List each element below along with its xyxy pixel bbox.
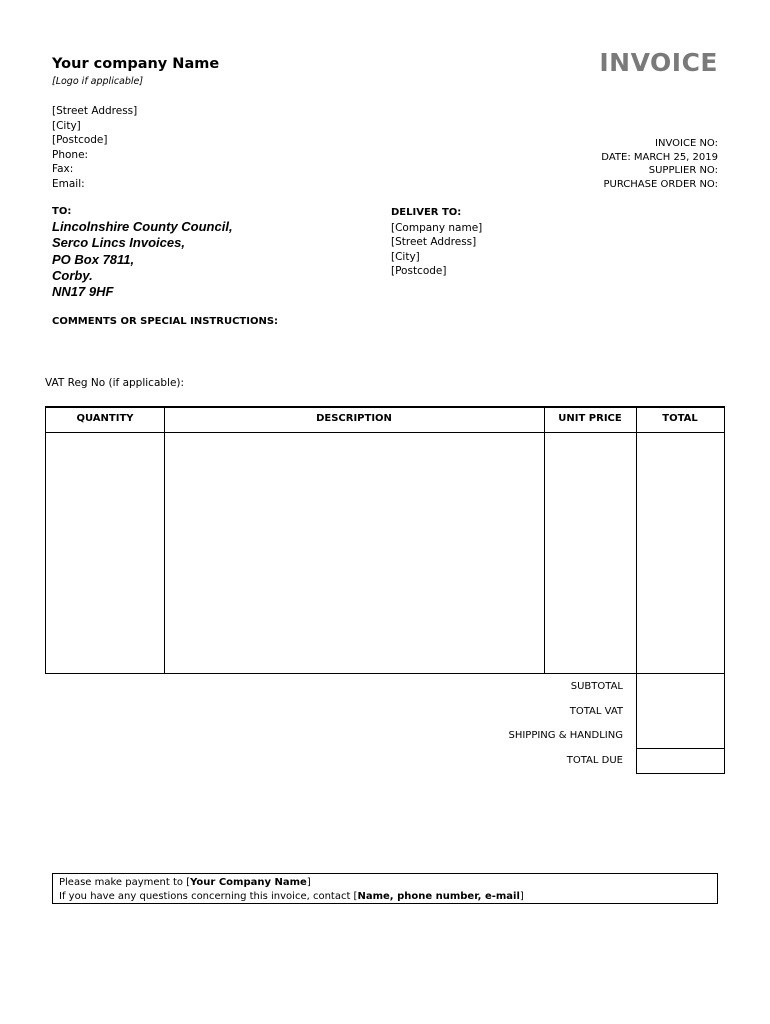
contact-line — [59, 890, 711, 904]
phone-label: Phone: — [52, 148, 89, 161]
purchase-order-number: PURCHASE ORDER NO: — [603, 178, 718, 190]
postcode: [Postcode] — [52, 134, 108, 146]
line-items-table — [45, 406, 725, 674]
street-address: [Street Address] — [52, 105, 138, 117]
supplier-number: SUPPLIER NO: — [648, 165, 718, 176]
contact-details: Name, phone number, e-mail — [357, 890, 520, 902]
bill-to — [52, 206, 233, 300]
subtotal-label: SUBTOTAL — [570, 681, 623, 692]
deliver-line: [Company name] — [391, 221, 483, 234]
invoice-number: INVOICE NO: — [655, 138, 718, 149]
company-name: Your company Name — [52, 56, 220, 72]
header-total: TOTAL — [662, 413, 698, 424]
payment-text: Please make payment to [ — [59, 877, 191, 888]
to-line: Serco Lincs Invoices, — [52, 235, 185, 251]
sender-address — [52, 104, 137, 191]
city: [City] — [52, 119, 81, 132]
total-due-label: TOTAL DUE — [566, 755, 623, 766]
deliver-line: [Postcode] — [391, 265, 447, 277]
invoice-title: INVOICE — [599, 48, 718, 77]
to-line: Corby. — [52, 267, 93, 283]
total-vat-label: TOTAL VAT — [569, 706, 623, 717]
vat-reg-label: VAT Reg No (if applicable): — [45, 377, 185, 389]
invoice-meta — [601, 137, 718, 191]
header-description: DESCRIPTION — [316, 413, 392, 424]
logo-placeholder: [Logo if applicable] — [52, 76, 144, 87]
invoice-date: DATE: MARCH 25, 2019 — [601, 151, 718, 163]
deliver-line: [Street Address] — [391, 236, 477, 248]
total-due-separator — [637, 748, 724, 749]
payment-text: ] — [306, 877, 311, 888]
to-line: NN17 9HF — [52, 284, 114, 300]
payee-name: Your Company Name — [190, 877, 307, 888]
payment-note — [52, 873, 718, 904]
column-divider — [164, 408, 165, 673]
deliver-line: [City] — [391, 250, 420, 263]
contact-text: If you have any questions concerning this invoice, contact [ — [59, 890, 358, 902]
deliver-to — [391, 206, 482, 279]
contact-text: ] — [519, 890, 524, 902]
payment-line — [59, 876, 711, 890]
totals-box — [636, 674, 725, 774]
deliver-to-label: DELIVER TO: — [391, 207, 462, 218]
column-divider — [636, 408, 637, 673]
to-line: PO Box 7811, — [52, 251, 135, 267]
email-label: Email: — [52, 177, 85, 190]
header-unit-price: UNIT PRICE — [558, 413, 622, 424]
to-label: TO: — [52, 206, 72, 217]
to-line: Lincolnshire County Council, — [52, 219, 233, 234]
comments-label: COMMENTS OR SPECIAL INSTRUCTIONS: — [52, 316, 279, 327]
shipping-label: SHIPPING & HANDLING — [508, 730, 623, 741]
fax-label: Fax: — [52, 163, 74, 175]
column-divider — [544, 408, 545, 673]
header-quantity: QUANTITY — [76, 413, 134, 424]
